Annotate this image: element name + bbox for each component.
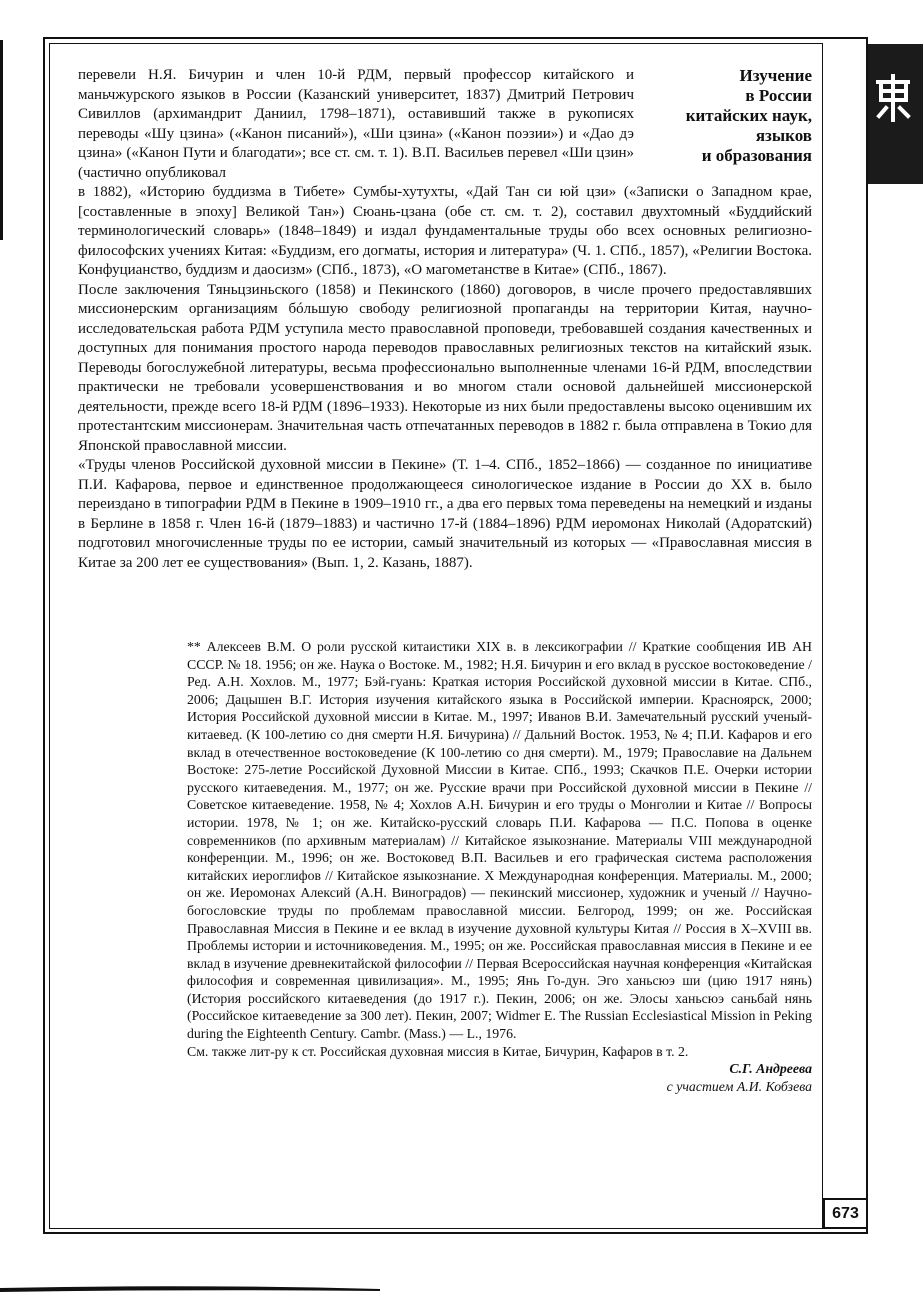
running-head [656, 66, 812, 166]
text-column-top [78, 66, 634, 183]
see-also: См. также лит-ру к ст. Российская духовная миссия в Китае, Бичурин, Кафаров в т. 2. [187, 1043, 689, 1059]
running-head-line: китайских наук, [685, 106, 812, 125]
running-head-line: языков [755, 126, 812, 145]
paragraph-proceedings: «Труды членов Российской духовной миссии в Пекине» (Т. 1–4. СПб., 1852–1866) — созданное по инициативе П.И. Кафарова, первое и единственное продолжающееся синологическое издание в России до XX в. было переиздано в типографии РДМ в Пекине в 1909–1910 гг., а два его первых тома переведены на немецкий и изданы в Берлине в 1858 г. Член 16-й (1879–1883) и частично 17-й (1884–1896) РДМ иеромонах Николай (Адоратский) подготовил многочисленные труды по ее истории, самый значительный из которых — «Православная миссия в Китае за 200 лет ее существования» (Вып. 1, 2. Казань, 1887). [78, 457, 812, 571]
references: ** Алексеев В.М. О роли русской китаистики XIX в. в лексикографии // Краткие сообщения ИВ АН СССР. № 18. 1956; он же. Наука о Востоке. М., 1982; Н.Я. Бичурин и его вклад в русское востоковедение / Ред. А.Н. Хохлов. М., 1977; Бэй-гуань: Краткая история Российской духовной миссии в Китае. СПб., 2006; Дацышен В.Г. История изучения китайского языка в Российской империи. Красноярск, 2000; История Российской духовной миссии в Китае. М., 1997; Иванов В.И. Замечательный русский ученый-китаевед. (К 100-летию со дня смерти Н.Я. Бичурина) // Дальний Восток. 1953, № 4; П.И. Кафаров и его вклад в отечественное востоковедение (К 100-летию со дня смерти). М., 1979; Православие на Дальнем Востоке: 275-летие Российской Духовной Миссии в Китае. СПб., 1993; Скачков П.Е. Очерки истории русского китаеведения. М., 1977; он же. Русские врачи при Российской духовной миссии в Пекине // Советское китаеведение. 1958, № 4; Хохлов А.Н. Бичурин и его труды о Монголии и Китае // Вопросы истории. 1978, № 1; он же. Китайско-русский словарь П.И. Кафарова — П.С. Попова в оценке современников (по архивным материалам) // Китайское языкознание. Материалы VIII международной конференции. М., 1996; он же. Востоковед В.П. Васильев и его графическая система расположения китайских иероглифов // Китайское языкознание. X Международная конференция. Материалы. М., 2000; он же. Иеромонах Алексий (А.Н. Виноградов) — пекинский миссионер, художник и ученый // Научно-богословские труды по проблемам православной миссии. Белгород, 1999; он же. Российская Православная Миссия в Пекине и ее вклад в изучение духовной культуры Китая // Россия в X–XVIII вв. Проблемы истории и источниковедения. М., 1995; он же. Российская православная миссия в Пекине и ее вклад в изучение древнекитайской философии // Первая Всероссийская научная конференция «Китайская философия и современная цивилизация». М., 1995; Янь Го-дун. Эго ханьсюэ ши (цию 1917 нянь) (История российского китаеведения (до 1917 г.). Пекин, 2006; он же. Элосы ханьсюэ саньбай нянь (Российское китаеведение за 300 лет). Пекин, 2007; Widmer E. The Russian Ecclesiastical Mission in Peking during the Eighteenth Century. Cambr. (Mass.) — L., 1976. [187, 639, 812, 1042]
paragraph-mission: После заключения Тяньцзиньского (1858) и Пекинского (1860) договоров, в числе прочего предоставлявших миссионерским организациям бóльшую свободу религиозной пропаганды на территории Китая, научно-исследовательская работа РДМ уступила место православной проповеди, требовавшей создания качественных и доступных для понимания простого народа переводов православных религиозных текстов на китайский язык. Переводы богослужебной литературы, весьма профессионально выполненные членами 16-й РДМ, впоследствии практически не требовали усовершенствования и во многом стали основой дальнейшей миссионерской деятельности, прежде всего 18-й РДМ (1896–1933). Некоторые из них были предоставлены высоко оценившим их протестантским миссионерам. Значительная часть отпечатанных переводов в 1882 г. была отправлена в Токио для Японской православной миссии. [78, 281, 812, 454]
chinese-character-glyph-icon [872, 72, 914, 124]
running-head-line: в России [745, 86, 812, 105]
author-signature: С.Г. Андреева [729, 1061, 812, 1077]
paragraph-top-continued: в 1882), «Историю буддизма в Тибете» Сумбы-хутухты, «Дай Тан си юй цзи» («Записки о Западном крае, [составленные в эпоху] Великой Тан») Сюань-цзана (обе ст. см. т. 2), составил двухтомный «Буддийский терминологический словарь» (1848–1849) и издал фундаментальные труды обо всех основных религиозно-философских учениях Китая: «Буддизм, его догматы, история и литература» (Ч. 1. СПб., 1857), «Религии Востока. Конфуцианство, буддизм и даосизм» (СПб., 1873), «О магометанстве в Китае» (СПб., 1867). [78, 184, 812, 278]
left-margin-mark [0, 40, 3, 240]
running-head-line: Изучение [739, 66, 812, 85]
bottom-edge-stroke [0, 1284, 380, 1292]
paragraph-top: перевели Н.Я. Бичурин и член 10-й РДМ, первый профессор китайского и маньчжурского языков в России (Казанский университет, 1837) Дмитрий Петрович Сивиллов (архимандрит Даниил, 1798–1871), оставивший также в рукописях переводы «Шу цзина» («Канон писаний»), «Ши цзина» («Канон поэзии») и «Дао дэ цзина» («Канон Пути и благодати»; все ст. см. т. 1). В.П. Васильев перевел «Ши цзин» (частично опубликовал [78, 67, 634, 181]
coauthor-signature: с участием А.И. Кобзева [666, 1078, 812, 1094]
page-number: 673 [823, 1198, 868, 1229]
running-head-line: и образования [701, 146, 812, 165]
references-block [187, 638, 812, 1095]
text-column-main [78, 183, 812, 573]
